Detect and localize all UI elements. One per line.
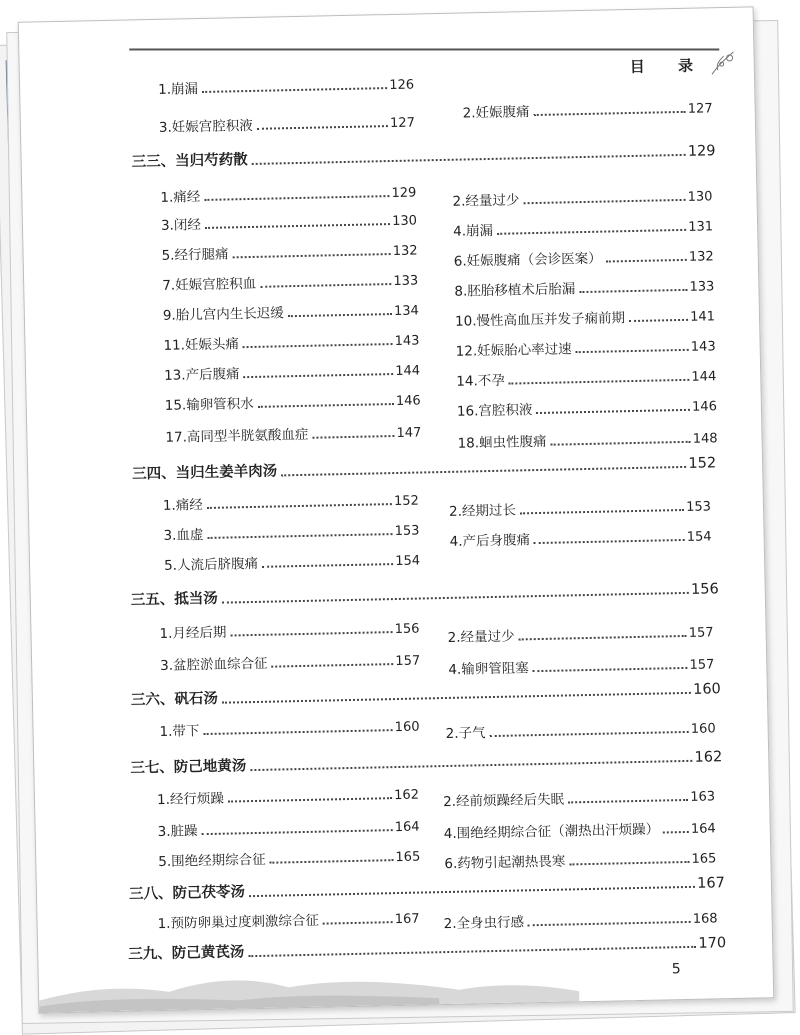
- toc-entry: 3.盆腔淤血综合征 157: [160, 653, 421, 674]
- page-number: 5: [671, 961, 681, 978]
- toc-entry: 1.痛经 152: [162, 493, 419, 514]
- header-rule: [129, 48, 719, 50]
- toc-entry: 13.产后腹痛 144: [163, 363, 421, 384]
- toc-entry: 2.经量过少 157: [447, 625, 714, 646]
- toc-entry: 4.崩漏 131: [453, 219, 714, 240]
- toc-entry: 4.产后身腹痛 154: [449, 529, 712, 550]
- toc-entry: 9.胎儿宫内生长迟缓 134: [162, 303, 419, 324]
- toc-entry: 12.妊娠胎心率过速 143: [455, 339, 716, 360]
- toc-entry: 2.子气 160: [445, 721, 716, 743]
- toc-entry: 7.妊娠宫腔积血 133: [162, 273, 419, 294]
- toc-entry: 2.全身虫行感 168: [443, 911, 718, 933]
- toc-entry: 6.药物引起潮热畏寒 165: [444, 851, 717, 873]
- toc-entry: 14.不孕 144: [456, 369, 717, 390]
- toc-entry: 3.妊娠宫腔积液 127: [158, 115, 416, 136]
- toc-entry: 1.痛经 129: [160, 185, 417, 206]
- toc-entry: 1.崩漏 126: [157, 77, 415, 98]
- toc-section: 三三、当归芍药散 129: [131, 143, 716, 171]
- toc-entry: 3.脏躁 164: [157, 819, 420, 841]
- toc-entry: 4.围绝经期综合征（潮热出汗烦躁） 164: [443, 821, 716, 843]
- orchid-ornament-icon: [707, 48, 738, 79]
- toc-section: 三六、矾石汤 160: [130, 681, 721, 709]
- toc-entry: 1.带下 160: [159, 719, 420, 740]
- toc-entry: 2.经期过长 153: [448, 499, 712, 520]
- toc-page: [18, 6, 775, 1013]
- toc-entry: 18.蛔虫性腹痛 148: [457, 431, 718, 452]
- toc-entry: 8.胚胎移植术后胎漏 133: [454, 279, 715, 300]
- header-title: 目 录: [629, 56, 708, 77]
- toc-entry: 2.妊娠腹痛 127: [462, 101, 713, 122]
- toc-entry: 4.输卵管阻塞 157: [448, 657, 715, 678]
- toc-entry: 5.围绝经期综合征 165: [158, 849, 421, 871]
- toc-entry: 2.经前烦躁经后失眠 163: [442, 789, 716, 811]
- toc-entry: 5.人流后脐腹痛 154: [163, 553, 421, 574]
- toc-entry: 15.输卵管积水 146: [164, 393, 421, 414]
- toc-entry: 17.高同型半胱氨酸血症 147: [165, 425, 422, 446]
- toc-entry: 16.宫腔积液 146: [456, 399, 718, 420]
- toc-section: 三五、抵当汤 156: [130, 581, 719, 609]
- toc-entry: 5.经行腿痛 132: [161, 243, 418, 264]
- toc-entry: 6.妊娠腹痛（会诊医案） 132: [453, 249, 714, 270]
- toc-entry: 3.闭经 130: [160, 213, 418, 234]
- toc-section: 三七、防己地黄汤 162: [130, 749, 723, 777]
- toc-section: 三九、防己黄芪汤 170: [128, 935, 727, 963]
- toc-entry: 1.预防卵巢过度刺激综合征 167: [157, 911, 420, 933]
- toc-section: 三四、当归生姜羊肉汤 152: [132, 455, 717, 483]
- toc-entry: 1.月经后期 156: [159, 621, 420, 642]
- toc-entry: 1.经行烦躁 162: [156, 787, 420, 809]
- toc-entry: 11.妊娠头痛 143: [163, 333, 420, 354]
- toc-entry: 3.血虚 153: [163, 523, 420, 544]
- toc-entry: 10.慢性高血压并发子痫前期 141: [454, 309, 716, 330]
- toc-entry: 2.经量过少 130: [452, 189, 713, 210]
- toc-section: 三八、防己茯苓汤 167: [128, 875, 726, 903]
